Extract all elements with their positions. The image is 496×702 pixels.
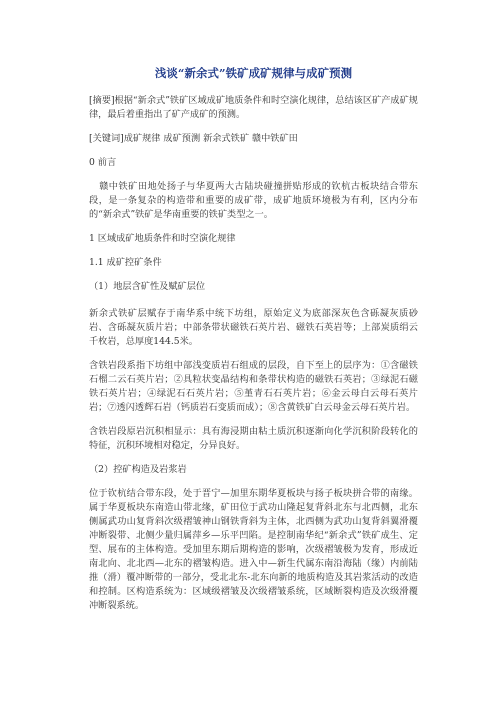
subsection-1-paragraph-3: 含铁岩段原岩沉积相显示：具有海浸期由粘土质沉积逐渐向化学沉积阶段转化的特征，沉积环境相对稳定，分异良好。 [89, 426, 418, 451]
subsection-1-heading: （1）地层含矿性及赋矿层位 [89, 281, 206, 292]
document-title: 浅谈“新余式”铁矿成矿规律与成矿预测 [154, 66, 353, 80]
abstract: [摘要]根据“新余式”铁矿区域成矿地质条件和时空演化规律，总结该区矿产成矿规律，最后着重指出了矿产成矿的预测。 [89, 95, 418, 120]
section-0-paragraph: 赣中铁矿田地处扬子与华夏两大古陆块碰撞拼贴形成的钦杭古板块结合带东段，是一条复杂的构造带和重要的成矿带，成矿地质环境极为有利，区内分布的“新余式”铁矿是华南重要的铁矿类型之一。 [89, 181, 418, 220]
section-1-heading: 1 区域成矿地质条件和时空演化规律 [89, 233, 236, 244]
subsection-2-paragraph: 位于钦杭结合带东段，处于晋宁—加里东期华夏板块与扬子板块拼合带的南缘。属于华夏板块东南造山带北缘，矿田位于武功山隆起复背斜北东与北西侧，北东侧属武功山复背斜次级褶皱神山钢铁背斜为主体，北西侧为武功山复背斜翼滑覆冲断裂带、北侧少量归属萍乡—乐平凹陷。是控制南华纪“新余式”铁矿成生、定型、展布的主体构造。受加里东期后期构造的影响，次级褶皱极为发育，形成近南北向、北北西—北东的褶皱构造。进入中—新生代属东南沿海陆（缘）内前陆推（滑）覆冲断带的一部分，受北北东-北东向新的地质构造及其岩浆活动的改造和控制。区构造系统为：区域级褶皱及次级褶皱系统，区域断裂构造及次级滑覆冲断裂系统。 [89, 488, 418, 611]
keywords: [关键词]成矿规律 成矿预测 新余式铁矿 赣中铁矿田 [89, 133, 298, 144]
section-1-1-heading: 1.1 成矿控矿条件 [89, 257, 162, 268]
subsection-1-paragraph-2: 含铁岩段系指下坊组中部浅变质岩石组成的层段，自下至上的层序为：①含磁铁石榴二云石英片岩；②具粒状变晶结构和条带状构造的磁铁石英岩；③绿泥石磁铁石英片岩；④绿泥石石英片岩；⑤堇青石石英片岩；⑥金云母白云母石英片岩；⑦透闪透辉石岩（钙质岩石变质而成）；⑧含黄铁矿白云母金云母石英片岩。 [89, 360, 418, 413]
subsection-2-heading: （2）控矿构造及岩浆岩 [89, 464, 187, 475]
section-0-heading: 0 前言 [89, 157, 117, 168]
subsection-1-paragraph-1: 新余式铁矿层赋存于南华系中统下坊组，原始定义为底部深灰色含砾凝灰质砂岩、含砾凝灰质片岩；中部条带状磁铁石英片岩、磁铁石英岩等；上部炭质绢云千枚岩，总厚度144.5米。 [89, 308, 418, 347]
